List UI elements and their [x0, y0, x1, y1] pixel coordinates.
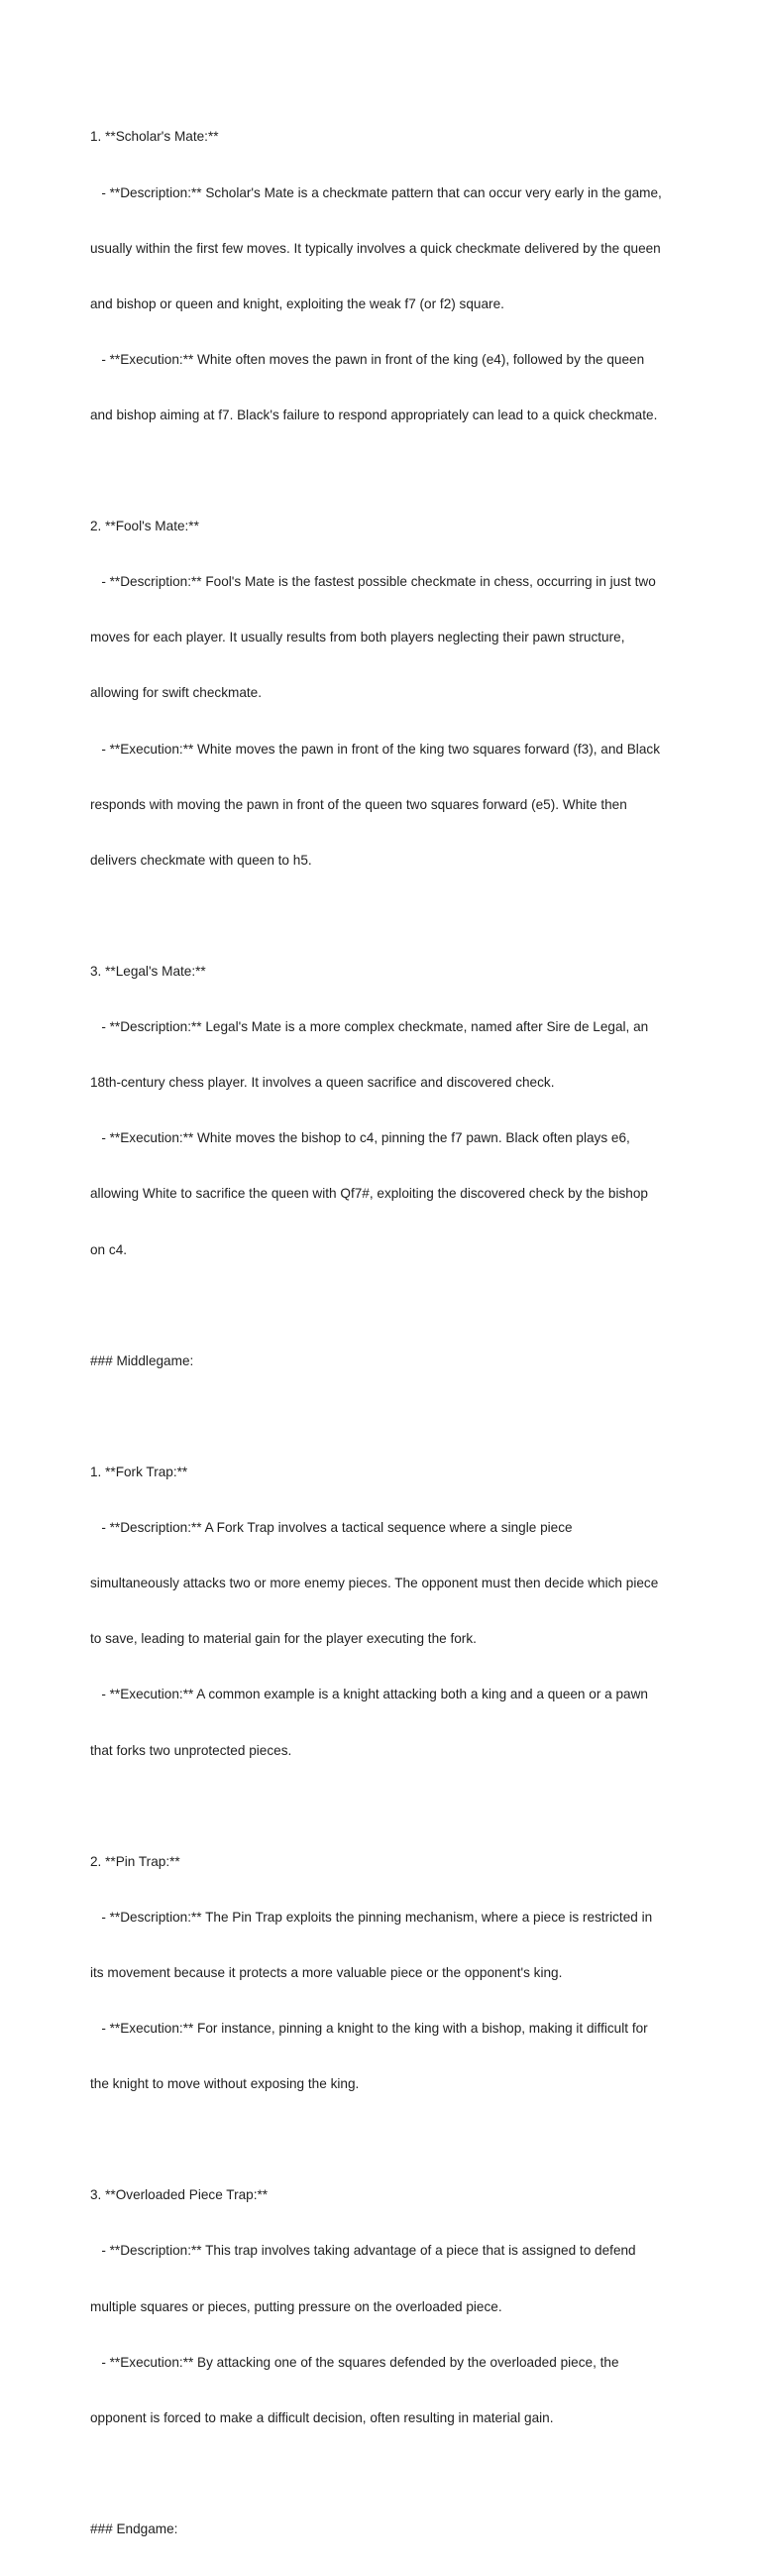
pin-trap-description: - **Description:** The Pin Trap exploits the pinning mechanism, where a piece is restricted in — [90, 1909, 653, 1925]
text-line: that forks two unprotected pieces. — [90, 1742, 292, 1758]
text-line: moves for each player. It usually results from both players neglecting their pawn structure, — [90, 630, 625, 645]
heading-middlegame: ### Middlegame: — [90, 1352, 194, 1368]
heading-legals-mate: 3. **Legal's Mate:** — [90, 964, 206, 980]
heading-fork-trap: 1. **Fork Trap:** — [90, 1464, 188, 1479]
fools-mate-execution: - **Execution:** White moves the pawn in front of the king two squares forward (f3), and Black — [90, 741, 660, 757]
heading-fools-mate: 2. **Fool's Mate:** — [90, 519, 199, 534]
text-line: usually within the first few moves. It typically involves a quick checkmate delivered by the queen — [90, 240, 661, 256]
text-line: the knight to move without exposing the king. — [90, 2076, 360, 2092]
text-line: on c4. — [90, 1241, 128, 1257]
blank-line — [90, 907, 685, 926]
fork-trap-execution: - **Execution:** A common example is a knight attacking both a king and a queen or a pawn — [90, 1687, 648, 1702]
blank-line — [90, 1408, 685, 1427]
blank-line — [90, 2131, 685, 2150]
blank-line — [90, 2465, 685, 2484]
heading-pin-trap: 2. **Pin Trap:** — [90, 1853, 180, 1869]
heading-scholars-mate: 1. **Scholar's Mate:** — [90, 129, 219, 145]
scholars-mate-description: - **Description:** Scholar's Mate is a checkmate pattern that can occur very early in the game, — [90, 184, 662, 200]
blank-line — [90, 1297, 685, 1316]
text-line: allowing for swift checkmate. — [90, 685, 263, 701]
overloaded-piece-trap-execution: - **Execution:** By attacking one of the squares defended by the overloaded piece, the — [90, 2354, 619, 2370]
text-line: delivers checkmate with queen to h5. — [90, 852, 312, 868]
fork-trap-description: - **Description:** A Fork Trap involves a tactical sequence where a single piece — [90, 1520, 573, 1536]
document-body — [90, 91, 685, 2576]
heading-endgame: ### Endgame: — [90, 2521, 178, 2536]
text-line: to save, leading to material gain for the player executing the fork. — [90, 1631, 477, 1647]
fools-mate-description: - **Description:** Fool's Mate is the fastest possible checkmate in chess, occurring in just two — [90, 574, 656, 590]
text-line: responds with moving the pawn in front of the queen two squares forward (e5). White then — [90, 796, 627, 812]
text-line: and bishop aiming at f7. Black's failure to respond appropriately can lead to a quick checkmate. — [90, 407, 658, 422]
text-line: and bishop or queen and knight, exploiting the weak f7 (or f2) square. — [90, 295, 504, 311]
text-line: 18th-century chess player. It involves a queen sacrifice and discovered check. — [90, 1075, 555, 1091]
text-line: opponent is forced to make a difficult decision, often resulting in material gain. — [90, 2409, 554, 2425]
text-line: its movement because it protects a more valuable piece or the opponent's king. — [90, 1964, 563, 1980]
pin-trap-execution: - **Execution:** For instance, pinning a knight to the king with a bishop, making it difficult for — [90, 2021, 648, 2037]
text-line: multiple squares or pieces, putting pressure on the overloaded piece. — [90, 2298, 502, 2314]
scholars-mate-execution: - **Execution:** White often moves the pawn in front of the king (e4), followed by the queen — [90, 351, 645, 367]
blank-line — [90, 1798, 685, 1816]
legals-mate-execution: - **Execution:** White moves the bishop to c4, pinning the f7 pawn. Black often plays e6, — [90, 1130, 630, 1146]
heading-overloaded-piece-trap: 3. **Overloaded Piece Trap:** — [90, 2187, 269, 2203]
text-line: simultaneously attacks two or more enemy pieces. The opponent must then decide which piece — [90, 1576, 659, 1591]
text-line: allowing White to sacrifice the queen with Qf7#, exploiting the discovered check by the bishop — [90, 1186, 648, 1202]
blank-line — [90, 462, 685, 481]
overloaded-piece-trap-description: - **Description:** This trap involves taking advantage of a piece that is assigned to defend — [90, 2243, 636, 2259]
legals-mate-description: - **Description:** Legal's Mate is a more complex checkmate, named after Sire de Legal, an — [90, 1019, 649, 1035]
